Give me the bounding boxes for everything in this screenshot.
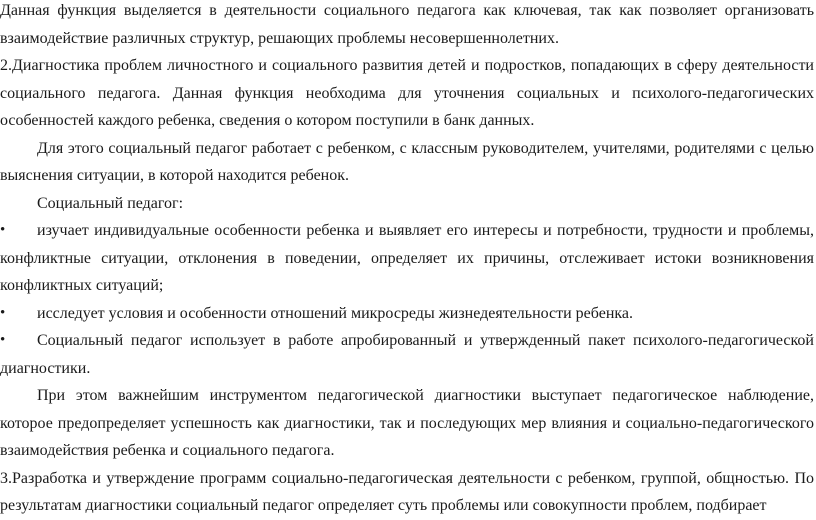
bullet-item-uses-package xyxy=(0,327,814,382)
bullet-icon: • xyxy=(0,332,6,348)
bullet-text: Социальный педагог использует в работе апробированный и утвержденный пакет психолого-педагогической диагностики. xyxy=(0,332,814,377)
paragraph-programs: 3.Разработка и утверждение программ социально-педагогическая деятельности с ребенком, группой, общностью. По результатам диагностики социальный педагог определяет суть проблемы или совокупности проблем, подбирает xyxy=(0,469,814,514)
bullet-item-studies xyxy=(0,217,814,300)
paragraph-social-pedagogue-heading: Социальный педагог: xyxy=(37,194,184,212)
paragraph-diagnostics: 2.Диагностика проблем личностного и социального развития детей и подростков, попадающих в сферу деятельности социального педагога. Данная функция необходима для уточнения социальных и психолого-педагогических особенностей каждого ребенка, сведения о котором поступили в банк данных. xyxy=(0,57,814,129)
bullet-text: изучает индивидуальные особенности ребенка и выявляет его интересы и потребности, трудности и проблемы, конфликтные ситуации, отклонения в поведении, определяет их причины, отслеживает истоки возникновения конфликтных ситуаций; xyxy=(0,222,814,294)
bullet-item-investigates xyxy=(0,300,814,328)
paragraph-work-with-child: Для этого социальный педагог работает с ребенком, с классным руководителем, учителями, родителями с целью выяснения ситуации, в которой находится ребенок. xyxy=(0,139,814,184)
bullet-icon: • xyxy=(0,304,6,321)
bullet-text: исследует условия и особенности отношений микросреды жизнедеятельности ребенка. xyxy=(37,304,634,322)
paragraph-observation: При этом важнейшим инструментом педагогической диагностики выступает педагогическое наблюдение, которое предопределяет успешность как диагностики, так и последующих мер влияния и социально-педагогического взаимодействия ребенка и социального педагога. xyxy=(0,387,814,459)
bullet-icon: • xyxy=(0,222,6,238)
paragraph-intro: Данная функция выделяется в деятельности социального педагога как ключевая, так как позволяет организовать взаимодействие различных структур, решающих проблемы несовершеннолетних. xyxy=(0,2,814,47)
